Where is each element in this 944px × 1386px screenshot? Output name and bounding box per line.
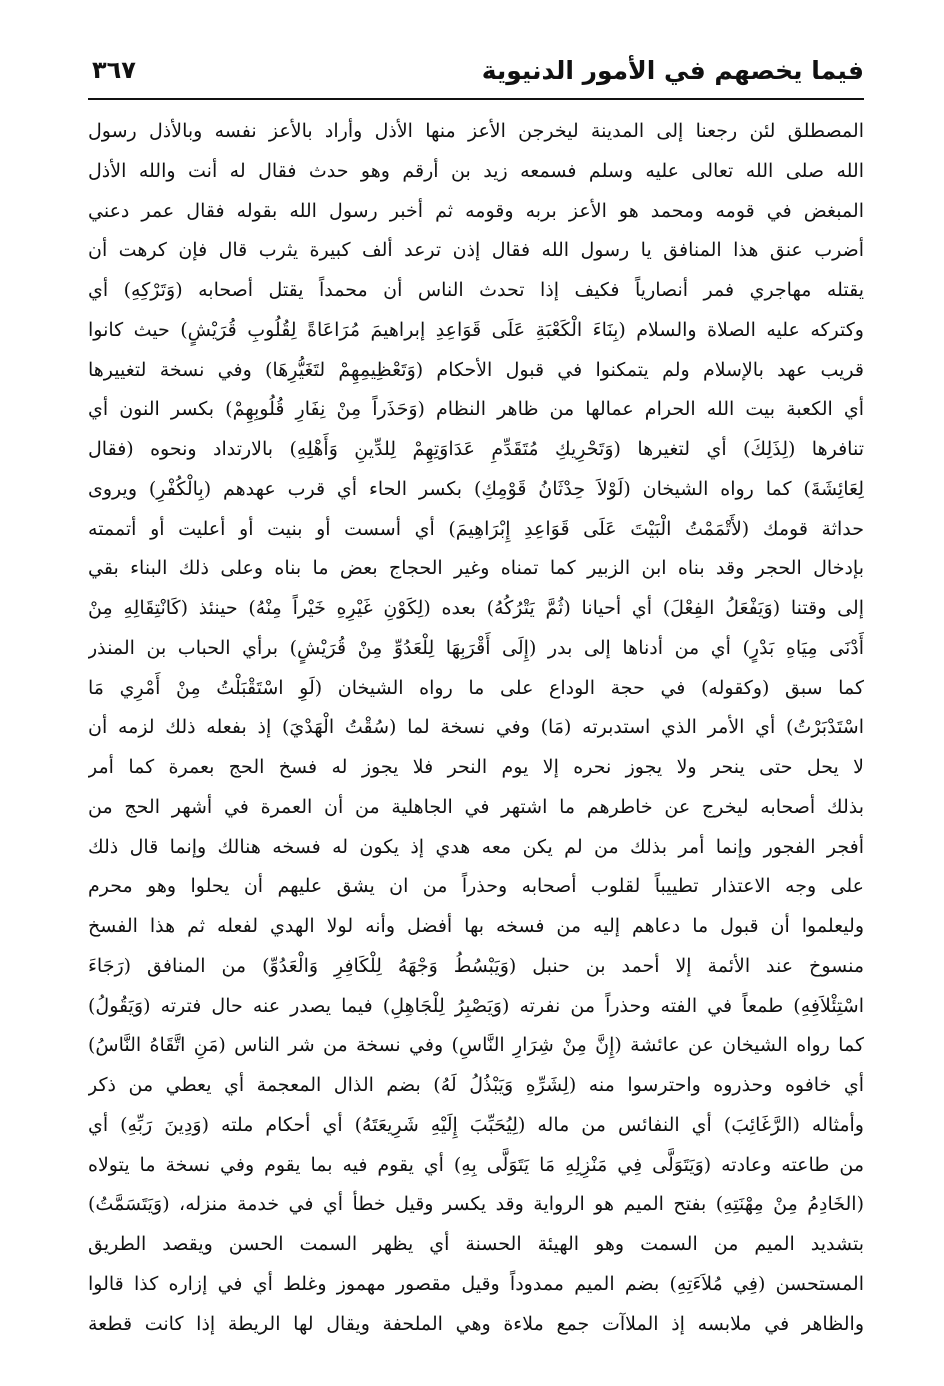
text-line: حداثة قومك (لأَتْمَمْتُ الْبَيْتَ عَلَى قَوَاعِدِ إِبْرَاهِيمَ) أي أسست أو بنيت أو أعليت أو أتممته [88, 517, 864, 540]
text-line: على وجه الاعتذار تطييباً لقلوب أصحابه وحذراً من ان يشق عليهم أن يحلوا وهو محرم [88, 875, 864, 898]
text-line: المستحسن (فِي مُلاَءَتِهِ) بضم الميم ممدوداً وقيل مقصور مهموز وغلط أي في إزاره كذا قالوا [88, 1272, 864, 1295]
header-rule [88, 98, 864, 100]
text-line: أَدْنَى مِيَاهِ بَدْرٍ) أي من أدناها إلى بدر (إِلَى أَقْرَبِهَا لِلْعَدُوِّ مِنْ قُرَيْشٍ) برأي الحباب بن المنذر [88, 636, 864, 659]
text-line: لا يحل حتى ينحر ولا يجوز نحره إلا يوم النحر فلا يجوز له فسخ الحج بعمرة كما أمر [88, 756, 864, 778]
text-line: وليعلموا أن قبول ما دعاهم إليه من فسخه بها أفضل وأنه لولا الهدي لفعله ثم هذا الفسخ [88, 915, 864, 937]
text-line: (الخَادِمُ مِنْ مِهْنَتِهِ) بفتح الميم هو الرواية وقد يكسر وقيل خطأ أي في خدمة منزله، (وَيَتَسَمَّتُ) [88, 1193, 864, 1216]
page-number: ٣٦٧ [92, 56, 136, 84]
text-line: بذلك أصحابه ليخرج عن خاطرهم ما اشتهر في الجاهلية من أن العمرة في أشهر الحج من [88, 795, 864, 818]
text-line: كما سبق (وكقوله) في حجة الوداع على ما رواه الشيخان (لَوِ اسْتَقْبَلْتُ مِنْ أَمْرِي مَا [88, 676, 864, 699]
text-line: يقتله مهاجري فمر أنصارياً فكيف إذا تحدث الناس أن محمداً يقتل أصحابه (وَتَرْكِهِ) أي [88, 279, 864, 301]
text-line: والظاهر في ملابسه إذ الملاآت جمع ملاءة وهي الملحفة ويقال لها الريطة إذا كانت قطعة [88, 1312, 864, 1335]
text-line: أي الكعبة بيت الله الحرام عمالها من ظاهر النظام (وَحَذَراً مِنْ نِفَارِ قُلُوبِهِمْ) بكسر النون أي [88, 398, 864, 421]
text-line: اسْتَدْبَرْتُ) أي الأمر الذي استدبرته (مَا) وفي نسخة لما (سُقْتُ الْهَدْيَ) إذ بفعله ذلك لزمه أن [88, 716, 864, 739]
text-line: إلى وقتنا (وَيَفْعَلُ الفِعْلَ) أي أحيانا (ثُمَّ يَتْرُكُهُ) بعده (لِكَوْنِ غَيْرِهِ خَيْراً مِنْهُ) حينئذ (كَانْتِقَالِهِ مِنْ [88, 597, 864, 619]
text-line: المبغض في قومه ومحمد هو الأعز بربه وقومه ثم أخبر رسول الله بقوله فقال عمر دعني [88, 199, 864, 222]
text-line: أي خافوه وحذروه واحترسوا منه (لِشَرِّهِ وَيَبْذُلُ لَهُ) بضم الذال المعجمة أي يعطي من ذكر [88, 1074, 864, 1096]
text-line: أفجر الفجور وإنما أمر بذلك من لم يكن معه هدي إذ يكون له فسخه هنالك وإنما قال ذلك [88, 835, 864, 858]
body-text [88, 112, 864, 1344]
text-line: بتشديد الميم من السمت وهو الهيئة الحسنة أي يظهر السمت الحسن ويقصد الطريق [88, 1233, 864, 1255]
text-line: وأمثاله (الرَّغَائِبَ) أي النفائس من ماله (لِيُحَبِّبَ إِلَيْهِ شَرِيعَتَهُ) أي أحكام ملته (وَدِينَ رَبِّهِ) أي [88, 1113, 864, 1136]
text-line: المصطلق لئن رجعنا إلى المدينة ليخرجن الأعز منها الأذل وأراد بالأعز نفسه وبالأذل رسول [88, 120, 864, 142]
text-line: اسْتِئْلاَفِهِ) طمعاً في الفته وحذراً من نفرته (وَيَصْبِرُ لِلْجَاهِلِ) فيما يصدر عنه حال فترته (وَيَقُولُ) [88, 994, 864, 1017]
text-line: لِعَائِشَةَ) كما رواه الشيخان (لَوْلاَ حِدْثَانُ قَوْمِكِ) بكسر الحاء أي قرب عهدهم (بِالْكُفْرِ) ويروى [88, 477, 864, 500]
running-title: فيما يخصهم في الأمور الدنيوية [481, 56, 864, 85]
text-line: قريب عهد بالإسلام ولم يتمكنوا في قبول الأحكام (وَتَعْظِيمِهِمْ لتَغَيُّرِهَا) وفي نسخة لتغييرها [88, 358, 864, 381]
text-line: منسوخ عند الأئمة إلا أحمد بن حنبل (وَيَبْسُطُ وَجْهَهُ لِلْكَافِرِ وَالْعَدُوِّ) من المنافق (رَجَاءَ [88, 954, 864, 977]
text-line: بإدخال الحجر وقد بناه ابن الزبير كما تمناه وغير الحجاج بعض ما بناه وعلى ذلك البناء بقي [88, 557, 864, 580]
text-line: كما رواه الشيخان عن عائشة (إِنَّ مِنْ شِرَارِ النَّاسِ) وفي نسخة من شر الناس (مَنِ اتَّقَاهُ النَّاسُ) [88, 1034, 864, 1057]
text-line: تنافرها (لِذَلِكَ) أي لتغيرها (وَتَحْرِيكِ مُتَقَدِّمِ عَدَاوَتِهِمْ لِلدِّينِ وَأَهْلِهِ) بالارتداد ونحوه (فقال [88, 438, 864, 460]
text-line: أضرب عنق هذا المنافق يا رسول الله فقال إذن ترعد ألف كبيرة يثرب قال فإن كرهت أن [88, 239, 864, 262]
text-line: الله صلى الله تعالى عليه وسلم فسمعه زيد بن أرقم وهو حدث فقال له أنت والله الأذل [88, 159, 864, 182]
text-line: وكتركه عليه الصلاة والسلام (بِنَاءَ الْكَعْبَةِ عَلَى قَوَاعِدِ إبراهيمَ مُرَاعَاةً لِقُلُوبِ قُرَيْشٍ) حيث كانوا [88, 318, 864, 341]
page-header [88, 52, 864, 94]
text-line: من طاعته وعادته (وَيَتَوَلَّى فِي مَنْزِلِهِ مَا يَتَوَلَّى بِهِ) أي يقوم فيه بما يقوم وفي نسخة ما يتولاه [88, 1153, 864, 1176]
